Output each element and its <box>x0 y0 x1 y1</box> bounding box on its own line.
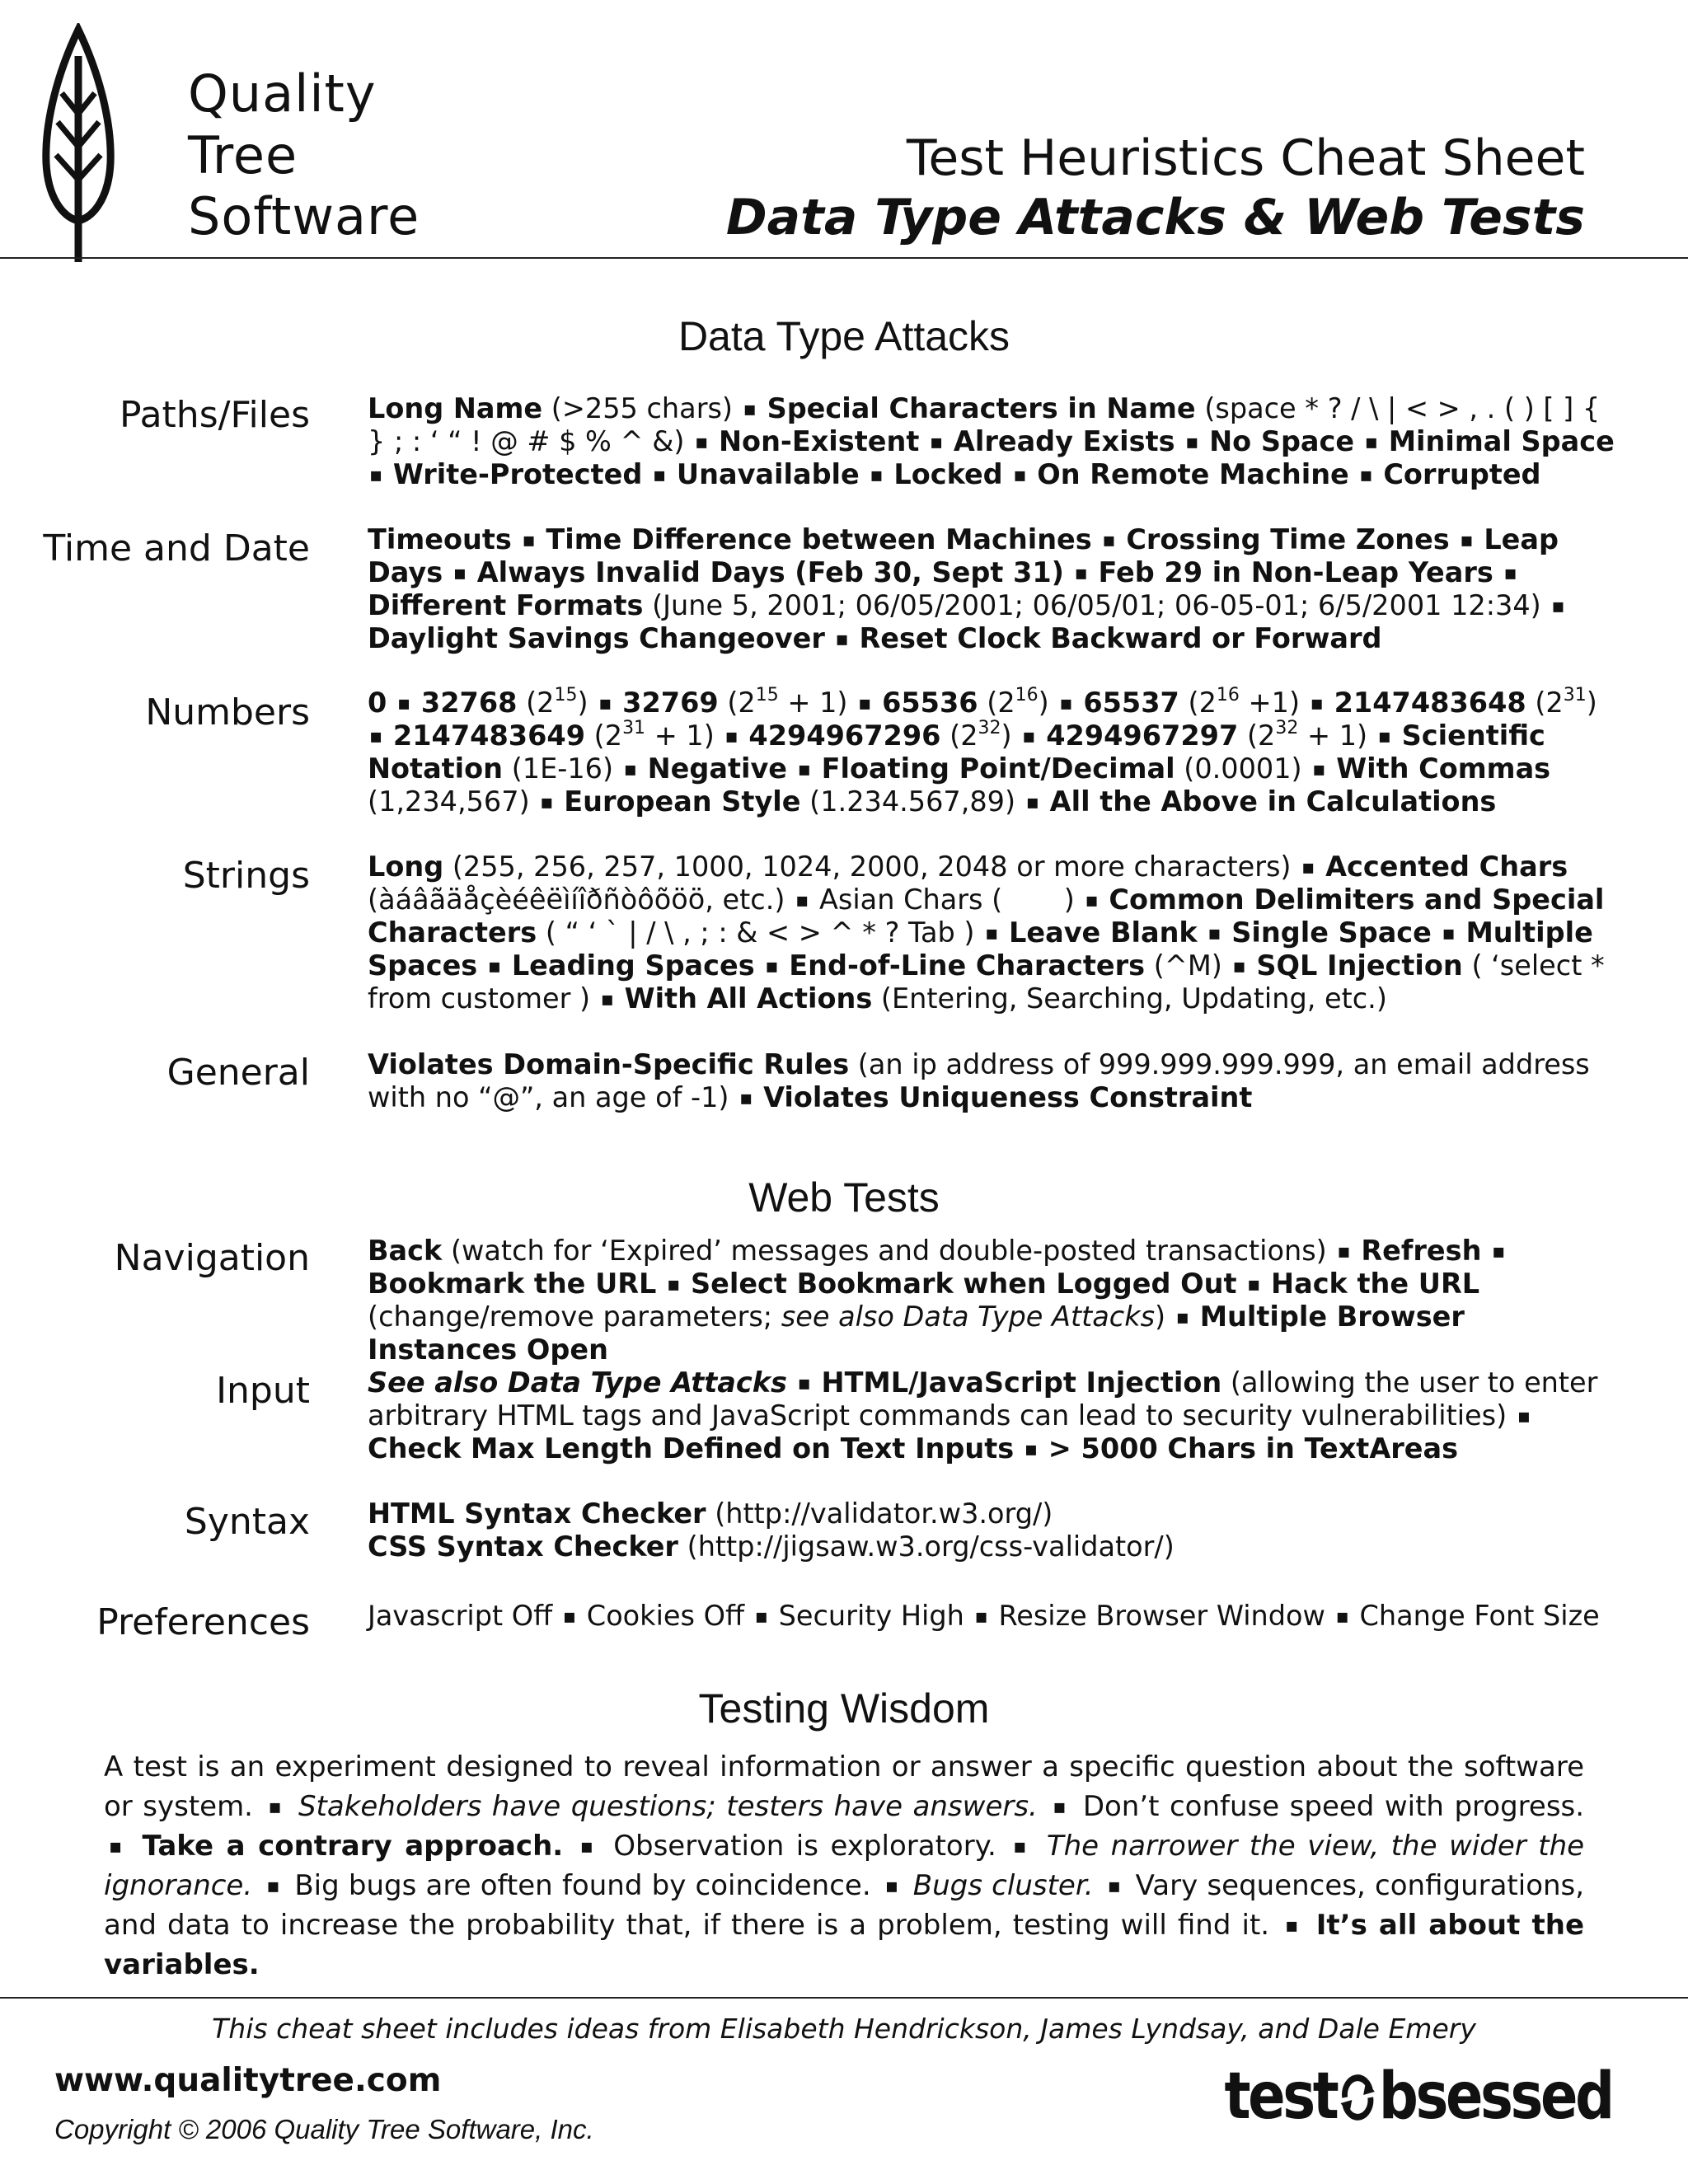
note <box>594 719 715 752</box>
separator: ▪ <box>487 954 502 977</box>
exponent: 15 <box>755 685 779 705</box>
note: (Entering, Searching, Updating, etc.) <box>880 982 1387 1015</box>
note <box>1535 687 1597 719</box>
wisdom-sentence: Stakeholders have questions; testers have answers. <box>298 1790 1038 1823</box>
separator: ▪ <box>452 561 467 584</box>
separator: ▪ <box>579 1835 597 1858</box>
separator: ▪ <box>1107 1874 1122 1897</box>
separator: ▪ <box>1377 724 1391 748</box>
separator: ▪ <box>724 724 738 748</box>
tree-leaf-icon <box>41 23 115 270</box>
separator: ▪ <box>1059 691 1073 715</box>
separator: ▪ <box>369 463 383 486</box>
item: Common Delimiters and Special Characters <box>368 883 1605 949</box>
item: Reset Clock Backward or Forward <box>859 622 1382 654</box>
separator: ▪ <box>930 430 944 453</box>
item: 2147483648 <box>1334 687 1526 719</box>
item: Special Characters in Name <box>767 392 1196 424</box>
separator: ▪ <box>974 1605 988 1628</box>
item: Leading Spaces <box>511 949 755 982</box>
separator: ▪ <box>795 888 809 912</box>
wisdom-sentence: A test is an experiment designed to reveal information or answer a specific question about the software or system. <box>104 1750 1584 1823</box>
separator: ▪ <box>1460 528 1474 551</box>
note: (0.0001) <box>1184 752 1302 785</box>
item: Corrupted <box>1383 458 1541 490</box>
copyright-notice: Copyright © 2006 Quality Tree Software, Inc. <box>54 2114 594 2144</box>
separator: ▪ <box>396 691 411 715</box>
note <box>1189 687 1301 719</box>
separator: ▪ <box>1359 463 1373 486</box>
separator: ▪ <box>835 627 849 650</box>
item: With Commas <box>1336 752 1551 785</box>
note: ( “ ‘ ` | / \ , ; : & < > ^ * ? Tab ) <box>545 916 975 949</box>
item: SQL Injection <box>1256 949 1463 982</box>
separator: ▪ <box>1102 528 1116 551</box>
note-italic: see also Data Type Attacks <box>781 1301 1156 1333</box>
separator: ▪ <box>1085 888 1099 912</box>
item: 2147483649 <box>392 719 586 752</box>
note <box>987 687 1048 719</box>
wisdom-sentence: Observation is exploratory. <box>613 1830 996 1863</box>
item: Hack the URL <box>1271 1268 1480 1300</box>
separator: ▪ <box>1442 921 1456 944</box>
preferences-label: Preferences <box>96 1601 310 1643</box>
separator: ▪ <box>667 1272 681 1296</box>
item: No Space <box>1209 425 1355 457</box>
item: Daylight Savings Changeover <box>368 622 825 654</box>
item: Single Space <box>1231 916 1432 949</box>
note: (space * ? / \ | < > , . ( ) [ ] { } ; : ‘ “ ! @ # $ % ^ &) <box>368 392 1601 457</box>
input-label: Input <box>216 1370 310 1412</box>
separator: ▪ <box>1312 757 1326 780</box>
wisdom-sentence: Vary sequences, configurations, and data to increase the probability that, if there is a problem, testing will find it. <box>104 1869 1585 1942</box>
note <box>368 1301 1165 1333</box>
note: (^M) <box>1153 949 1222 982</box>
exponent: 16 <box>1015 685 1039 705</box>
paths-files-body <box>368 392 1620 491</box>
item: Always Invalid Days (Feb 30, Sept 31) <box>476 556 1064 588</box>
separator: ▪ <box>266 1874 281 1897</box>
note: (>255 chars) <box>551 392 733 424</box>
item: 32768 <box>420 687 518 719</box>
paths-files-label: Paths/Files <box>120 394 310 436</box>
item: Scientific Notation <box>368 719 1545 785</box>
note-base: (2 <box>1246 719 1276 752</box>
note-tail: ) <box>1001 719 1012 752</box>
credits-line: This cheat sheet includes ideas from Elisabeth Hendrickson, James Lyndsay, and Dale Emery <box>212 2013 1476 2045</box>
circular-arrows-icon <box>1338 2072 1377 2123</box>
item: 4294967297 <box>1046 719 1239 752</box>
item: Write-Protected <box>392 458 643 490</box>
note: (1.234.567,89) <box>809 785 1016 818</box>
note: (1E-16) <box>511 752 614 785</box>
item: Locked <box>893 458 1003 490</box>
separator: ▪ <box>1025 790 1039 813</box>
item: End-of-Line Characters <box>789 949 1146 982</box>
test-obsessed-logo <box>1224 2060 1612 2134</box>
separator: ▪ <box>652 463 667 486</box>
item: Floating Point/Decimal <box>821 752 1175 785</box>
item: Javascript Off <box>368 1600 553 1632</box>
separator: ▪ <box>985 921 999 944</box>
separator: ▪ <box>797 757 811 780</box>
exponent: 31 <box>622 718 646 738</box>
item: Resize Browser Window <box>998 1600 1325 1632</box>
syntax-line-css <box>368 1530 1620 1563</box>
item: Bookmark the URL <box>368 1268 657 1300</box>
note: ( ‘select * from customer ) <box>368 949 1605 1015</box>
website-link[interactable]: www.qualitytree.com <box>54 2062 442 2099</box>
item: HTML Syntax Checker <box>368 1497 706 1530</box>
note: (255, 256, 257, 1000, 1024, 2000, 2048 or more characters) <box>452 851 1292 883</box>
separator: ▪ <box>1175 1305 1190 1329</box>
strings-body <box>368 851 1620 1015</box>
note-tail: + 1) <box>778 687 848 719</box>
item: Change Font Size <box>1359 1600 1600 1632</box>
separator: ▪ <box>1285 1914 1301 1937</box>
separator: ▪ <box>765 954 779 977</box>
link[interactable]: (http://jigsaw.w3.org/css-validator/) <box>687 1530 1175 1563</box>
navigation-label: Navigation <box>114 1237 310 1279</box>
note-base: (2 <box>987 687 1015 719</box>
testing-wisdom-body <box>104 1747 1584 1985</box>
separator: ▪ <box>1013 463 1027 486</box>
preferences-body <box>368 1600 1620 1633</box>
note: (watch for ‘Expired’ messages and double-posted transactions) <box>450 1235 1327 1267</box>
syntax-line-html <box>368 1497 1620 1530</box>
note-tail: + 1) <box>1298 719 1368 752</box>
separator: ▪ <box>600 987 614 1010</box>
note-base: (2 <box>950 719 978 752</box>
separator: ▪ <box>522 528 536 551</box>
item: All the Above in Calculations <box>1049 785 1497 818</box>
footer-divider <box>0 1997 1688 1999</box>
note-tail: ) <box>1586 687 1597 719</box>
item: Check Max Length Defined on Text Inputs <box>368 1432 1015 1465</box>
separator: ▪ <box>1503 561 1517 584</box>
note: (an ip address of 999.999.999.999, an email address with no “@”, an age of -1) <box>368 1048 1590 1113</box>
note-base: (2 <box>1188 687 1217 719</box>
separator: ▪ <box>369 724 383 748</box>
item: Minimal Space <box>1388 425 1615 457</box>
item: Time Difference between Machines <box>546 523 1092 555</box>
item: Select Bookmark when Logged Out <box>691 1268 1237 1300</box>
separator: ▪ <box>754 1605 768 1628</box>
separator: ▪ <box>797 1371 811 1394</box>
item: Leap Days <box>368 523 1559 588</box>
item: > 5000 Chars in TextAreas <box>1048 1432 1459 1465</box>
data-type-attacks-heading: Data Type Attacks <box>678 313 1010 359</box>
separator: ▪ <box>1074 561 1088 584</box>
note-base: (2 <box>1535 687 1564 719</box>
separator: ▪ <box>1207 921 1221 944</box>
note <box>1247 719 1367 752</box>
separator: ▪ <box>858 691 872 715</box>
item: Already Exists <box>953 425 1175 457</box>
web-tests-heading: Web Tests <box>748 1174 940 1221</box>
general-body <box>368 1048 1620 1114</box>
item: Back <box>368 1235 443 1267</box>
separator: ▪ <box>870 463 884 486</box>
separator: ▪ <box>1492 1240 1506 1263</box>
exponent: 32 <box>978 718 1001 738</box>
separator: ▪ <box>1337 1240 1351 1263</box>
wisdom-sentence: Bugs cluster. <box>912 1869 1094 1902</box>
sheet-subtitle: Data Type Attacks & Web Tests <box>725 189 1585 246</box>
item: Timeouts <box>368 523 512 555</box>
time-date-label: Time and Date <box>43 527 310 569</box>
note-text: ) <box>1155 1301 1166 1333</box>
note-tail: ) <box>1038 687 1049 719</box>
note-base: (2 <box>593 719 623 752</box>
item: See also Data Type Attacks <box>368 1366 787 1399</box>
separator: ▪ <box>268 1795 284 1818</box>
note-tail: + 1) <box>645 719 715 752</box>
separator: ▪ <box>109 1835 125 1858</box>
separator: ▪ <box>1551 594 1565 617</box>
exponent: 16 <box>1216 685 1240 705</box>
brand-text: test <box>1224 2060 1337 2134</box>
company-name-line3: Software <box>188 186 420 246</box>
header-divider <box>0 257 1688 259</box>
item: Multiple Browser Instances Open <box>368 1301 1465 1366</box>
general-label: General <box>166 1052 310 1094</box>
navigation-body <box>368 1235 1620 1366</box>
company-name-line2: Tree <box>188 125 298 185</box>
testing-wisdom-heading: Testing Wisdom <box>698 1685 990 1732</box>
note <box>526 687 588 719</box>
item: Asian Chars ( ) <box>819 883 1075 916</box>
input-body <box>368 1366 1620 1465</box>
item: European Style <box>564 785 801 818</box>
time-date-body <box>368 523 1620 655</box>
item: Leave Blank <box>1009 916 1198 949</box>
item: 32769 <box>622 687 719 719</box>
separator: ▪ <box>1364 430 1379 453</box>
item: 0 <box>368 687 387 719</box>
note: (June 5, 2001; 06/05/2001; 06/05/01; 06-05-01; 6/5/2001 12:34) <box>652 589 1541 621</box>
item: Refresh <box>1361 1235 1482 1267</box>
separator: ▪ <box>1022 724 1036 748</box>
separator: ▪ <box>1301 855 1315 879</box>
item: Violates Uniqueness Constraint <box>763 1081 1253 1113</box>
item: Security High <box>778 1600 964 1632</box>
item: Crossing Time Zones <box>1126 523 1450 555</box>
separator: ▪ <box>1335 1605 1349 1628</box>
separator: ▪ <box>695 430 709 453</box>
wisdom-sentence: The narrower the view, the wider the ignorance. <box>104 1830 1585 1902</box>
item: HTML/JavaScript Injection <box>821 1366 1222 1399</box>
item: On Remote Machine <box>1037 458 1349 490</box>
company-name-line1: Quality <box>188 63 377 124</box>
note-base: (2 <box>727 687 756 719</box>
separator: ▪ <box>1053 1795 1068 1818</box>
strings-label: Strings <box>182 855 310 897</box>
item: Negative <box>647 752 788 785</box>
note-text: (change/remove parameters; <box>368 1301 773 1333</box>
item: 65537 <box>1083 687 1179 719</box>
note-tail: ) <box>577 687 588 719</box>
item: Unavailable <box>676 458 860 490</box>
numbers-body <box>368 687 1620 818</box>
note <box>950 719 1011 752</box>
separator: ▪ <box>540 790 554 813</box>
wisdom-sentence: It’s all about the variables. <box>104 1909 1585 1981</box>
note: (allowing the user to enter arbitrary HTML tags and JavaScript commands can lead to security vulnerabilities) <box>368 1366 1598 1432</box>
item: Long <box>368 851 444 883</box>
separator: ▪ <box>1232 954 1246 977</box>
item: Non-Existent <box>719 425 920 457</box>
syntax-body <box>368 1497 1620 1563</box>
separator: ▪ <box>1013 1835 1030 1858</box>
separator: ▪ <box>739 1086 753 1109</box>
wisdom-sentence: Take a contrary approach. <box>142 1830 564 1863</box>
syntax-label: Syntax <box>184 1501 310 1543</box>
sheet-title: Test Heuristics Cheat Sheet <box>906 129 1585 187</box>
wisdom-sentence: Don’t confuse speed with progress. <box>1082 1790 1585 1823</box>
separator: ▪ <box>1517 1404 1531 1427</box>
link[interactable]: (http://validator.w3.org/) <box>715 1497 1053 1530</box>
item: Different Formats <box>368 589 644 621</box>
separator: ▪ <box>1247 1272 1261 1296</box>
brand-text: bsessed <box>1379 2060 1612 2134</box>
item: Long Name <box>368 392 543 424</box>
separator: ▪ <box>562 1605 577 1628</box>
note: (1,234,567) <box>368 785 530 818</box>
note <box>727 687 847 719</box>
item: Violates Domain-Specific Rules <box>368 1048 850 1080</box>
exponent: 15 <box>554 685 578 705</box>
wisdom-sentence: Big bugs are often found by coincidence. <box>294 1869 871 1902</box>
item: Feb 29 in Non-Leap Years <box>1098 556 1493 588</box>
item: CSS Syntax Checker <box>368 1530 678 1563</box>
note-tail: +1) <box>1239 687 1301 719</box>
note: (àáâãäåçèéêëìíîðñòôõöö, etc.) <box>368 883 785 916</box>
separator: ▪ <box>1185 430 1199 453</box>
item: Cookies Off <box>586 1600 745 1632</box>
item: Multiple Spaces <box>368 916 1593 982</box>
separator: ▪ <box>884 1874 899 1897</box>
item: With All Actions <box>624 982 873 1015</box>
note-base: (2 <box>526 687 555 719</box>
item: 65536 <box>882 687 978 719</box>
item: Accented Chars <box>1325 851 1568 883</box>
exponent: 32 <box>1275 718 1299 738</box>
separator: ▪ <box>1024 1437 1039 1460</box>
numbers-label: Numbers <box>145 691 310 733</box>
separator: ▪ <box>623 757 637 780</box>
exponent: 31 <box>1563 685 1587 705</box>
separator: ▪ <box>1310 691 1324 715</box>
separator: ▪ <box>598 691 612 715</box>
item: 4294967296 <box>748 719 941 752</box>
separator: ▪ <box>743 397 757 420</box>
